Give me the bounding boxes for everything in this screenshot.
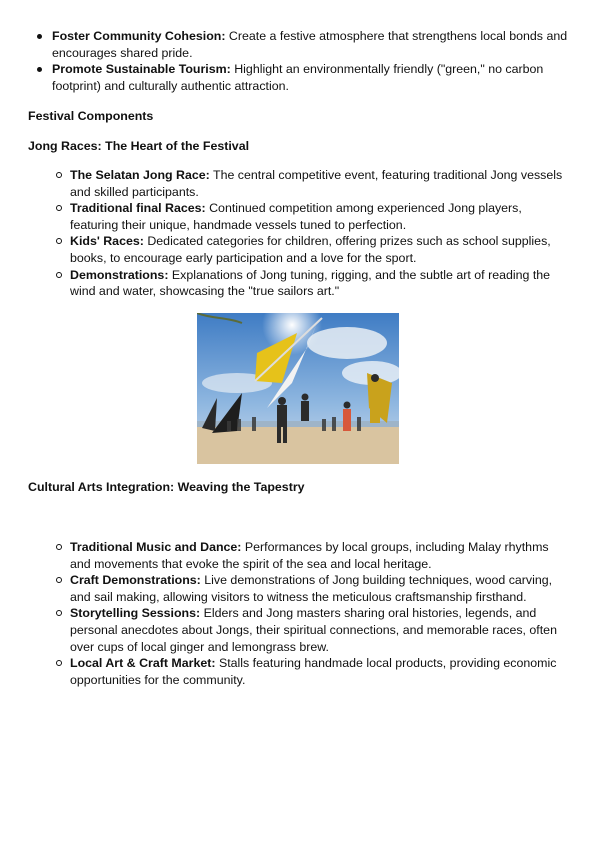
item-label: The Selatan Jong Race:	[70, 168, 210, 182]
item-label: Promote Sustainable Tourism:	[52, 62, 231, 77]
bullet-marker	[56, 205, 62, 211]
item-label: Demonstrations:	[70, 267, 169, 282]
item-text: Continued competition among experienced Jong players, featuring their unique, handmade vessels tuned to perfection.	[70, 201, 522, 232]
list-item	[52, 28, 572, 61]
list-item	[70, 267, 570, 300]
item-text: Stalls featuring handmade local products, providing economic opportunities for the community.	[70, 656, 557, 687]
item-label: Foster Community Cohesion:	[52, 29, 226, 43]
bullet-marker	[37, 34, 42, 39]
races-list	[0, 167, 570, 300]
list-item	[70, 539, 570, 572]
bullet-marker	[56, 577, 62, 583]
bullet-marker	[56, 238, 62, 244]
item-label: Craft Demonstrations:	[70, 573, 201, 588]
list-item	[52, 61, 572, 94]
festival-photo-illustration	[197, 313, 399, 464]
item-text: Highlight an environmentally friendly ("green," no carbon footprint) and culturally authentic attraction.	[52, 62, 544, 93]
festival-photo	[197, 313, 399, 464]
item-text: Create a festive atmosphere that strengthens local bonds and encourages shared pride.	[52, 29, 568, 60]
item-label: Traditional final Races:	[70, 201, 206, 216]
item-text: Dedicated categories for children, offering prizes such as school supplies, books, to encourage early participation and a love for the sport.	[70, 234, 551, 265]
section-heading-festival-components: Festival Components	[28, 109, 154, 123]
list-item	[70, 233, 570, 266]
bullet-marker	[56, 272, 62, 278]
item-label: Local Art & Craft Market:	[70, 656, 216, 671]
item-label: Storytelling Sessions:	[70, 606, 201, 621]
list-item	[70, 572, 570, 605]
list-item	[70, 200, 570, 233]
arts-list	[0, 539, 570, 688]
item-text: Live demonstrations of Jong building techniques, wood carving, and sail making, allowing visitors to witness the meticulous craftsmanship firsthand.	[70, 573, 553, 604]
item-text: Performances by local groups, including Malay rhythms and movements that evoke the spirit of the sea and local heritage.	[70, 540, 549, 571]
section-heading-cultural-arts: Cultural Arts Integration: Weaving the Tapestry	[28, 480, 305, 494]
section-heading-jong-races: Jong Races: The Heart of the Festival	[28, 139, 250, 153]
bullet-marker	[56, 610, 62, 616]
goals-list	[0, 28, 572, 94]
list-item	[70, 605, 570, 655]
bullet-marker	[37, 67, 42, 72]
list-item	[70, 655, 570, 688]
item-text: The central competitive event, featuring traditional Jong vessels and skilled participants.	[70, 168, 563, 199]
item-label: Traditional Music and Dance:	[70, 540, 242, 554]
bullet-marker	[56, 544, 62, 550]
bullet-marker	[56, 660, 62, 666]
item-text: Explanations of Jong tuning, rigging, and the subtle art of reading the wind and water, showcasing the "true sailors art."	[70, 267, 551, 299]
item-text: Elders and Jong masters sharing oral histories, legends, and personal anecdotes about Jongs, their spiritual connections, and memorable races, often over cups of local ginger and lemongrass brew.	[70, 606, 557, 654]
list-item	[70, 167, 570, 200]
bullet-marker	[56, 172, 62, 178]
item-label: Kids' Races:	[70, 234, 144, 249]
